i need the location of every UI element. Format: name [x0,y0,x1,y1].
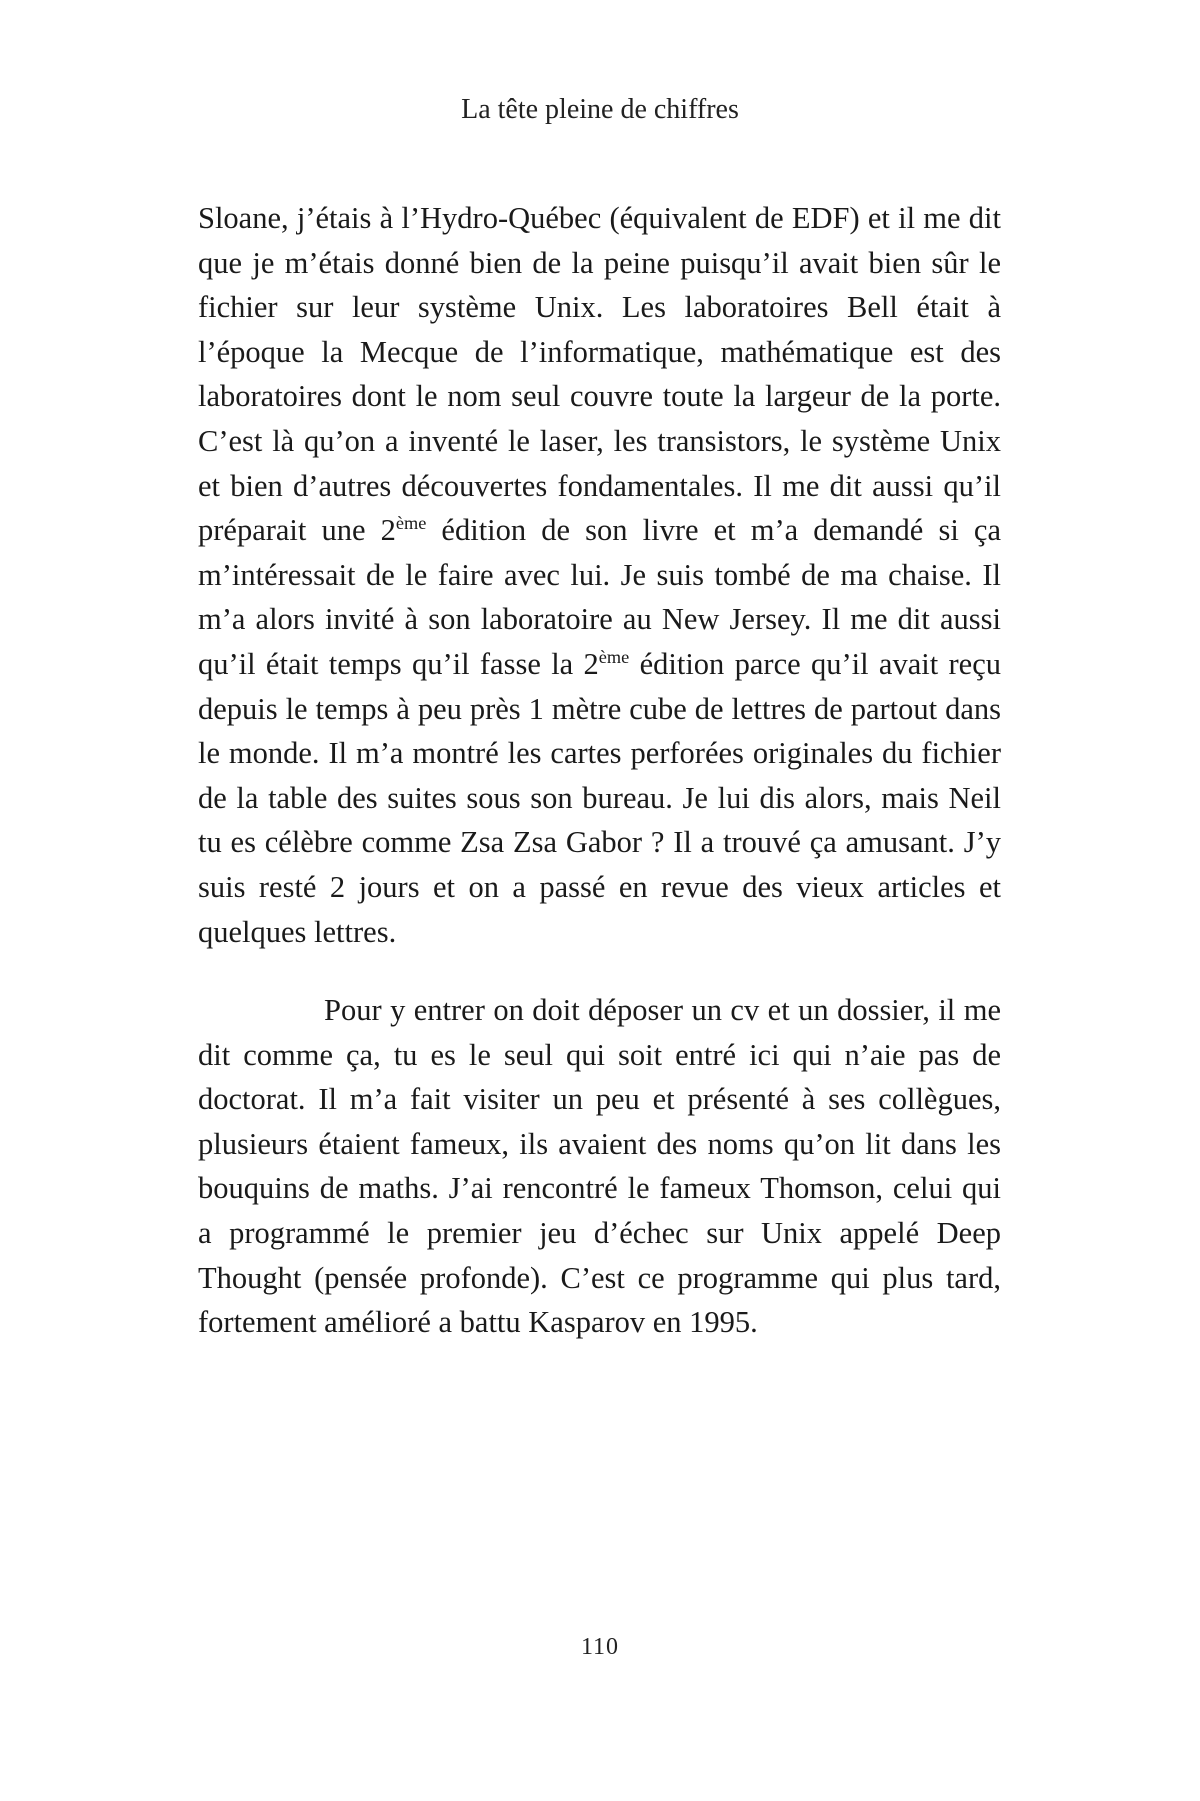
body-text [198,196,1001,1345]
paragraph-1-text-b: édition de son livre et m’a demandé si ça m’intéressait de le faire avec lui. Je suis tombé de ma chaise. Il m’a alors invité à son laboratoire au New Jersey. Il me dit aussi qu’il était temps qu’il fasse la 2 [198,513,1001,681]
paragraph-2 [198,988,1001,1345]
paragraph-2-text: Pour y entrer on doit déposer un cv et un dossier, il me dit comme ça, tu es le seul qui soit entré ici qui n’aie pas de doctorat. Il m’a fait visiter un peu et présenté à ses collègues, plusieurs étaient fameux, ils avaient des noms qu’on lit dans les bouquins de maths. J’ai rencontré le fameux Thomson, celui qui a programmé le premier jeu d’échec sur Unix appelé Deep Thought (pensée profonde). C’est ce programme qui plus tard, fortement amélioré a battu Kasparov en 1995. [198,993,1001,1340]
superscript-eme: ème [395,513,427,534]
superscript-eme: ème [598,646,630,667]
page-number: 110 [580,1634,620,1660]
paragraph-1-text-a: Sloane, j’étais à l’Hydro-Québec (équivalent de EDF) et il me dit que je m’étais donné bien de la peine puisqu’il avait bien sûr le fichier sur leur système Unix. Les laboratoires Bell était à l’époque la Mecque de l’informatique, mathématique est des laboratoires dont le nom seul couvre toute la largeur de la porte. C’est là qu’on a inventé le laser, les transistors, le système Unix et bien d’autres découvertes fondamentales. Il me dit aussi qu’il préparait une 2 [198,201,1001,548]
paragraph-1 [198,196,1001,954]
running-header: La tête pleine de chiffres [461,94,739,125]
paragraph-1-text-c: édition parce qu’il avait reçu depuis le temps à peu près 1 mètre cube de lettres de partout dans le monde. Il m’a montré les cartes perforées originales du fichier de la table des suites sous son bureau. Je lui dis alors, mais Neil tu es célèbre comme Zsa Zsa Gabor ? Il a trouvé ça amusant. J’y suis resté 2 jours et on a passé en revue des vieux articles et quelques lettres. [198,646,1001,949]
